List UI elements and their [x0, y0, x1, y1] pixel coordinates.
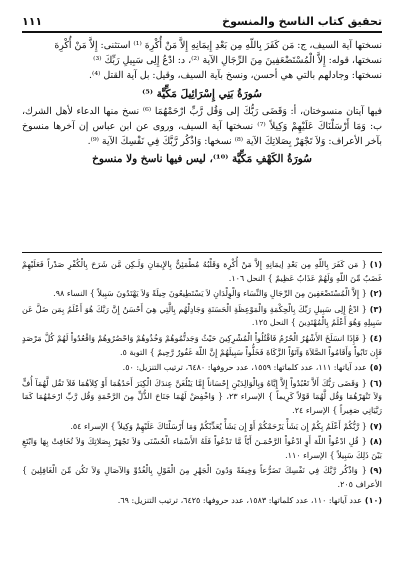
footnote-text: { وَاذْكُر رَّبَّكَ فِي نَفْسِكَ تَضَرُّعاً وَخِيفَةً وَدُونَ الْجَهْرِ مِنَ الْقَوْلِ بِالْغُدُوِّ وَالآصَالِ وَلاَ تَكُن مِّنَ الْغَافِلِينَ } الأعراف ٢٠٥.	[22, 466, 382, 489]
footnote-number: (٩)	[369, 466, 382, 476]
header-title: تحقيق كتاب الناسخ والمنسوخ	[222, 14, 382, 28]
footnote-number: (١)	[369, 260, 382, 269]
footnote-number: (٣)	[369, 304, 382, 314]
footnote-text: { وَقَضَى رَبُّكَ أَلاَّ تَعْبُدُواْ إِلاَّ إِيَّاهُ وَبِالْوَالِدَيْنِ إِحْسَاناً إِمَّا يَبْلُغَنَّ عِندَكَ الْكِبَرَ أَحَدُهُمَا أَوْ كِلاَهُمَا فَلاَ تَقُل لَّهُمَآ أُفٍّ وَلاَ تَنْهَرْهُمَا وَقُل لَّهُمَا قَوْلاً كَرِيماً } الإسراء ٢٣، { وَاخْفِضْ لَهُمَا جَنَاحَ الذُّلِّ مِنَ الرَّحْمَةِ وَقُل رَّبِّ ارْحَمْهُمَا كَمَا رَبَّيَانِي صَغِيراً } الإسراء ٢٤.	[22, 378, 383, 415]
surah-heading-isra: سُورَةُ بَنِي إِسْرَائِيلَ مَكِّيَّة ⁽⁵⁾	[142, 87, 262, 100]
footnotes	[22, 258, 382, 509]
footnote-8	[22, 435, 382, 462]
footnote-4	[22, 332, 382, 359]
footnote-rule	[22, 252, 382, 253]
surah-heading-kahf: سُورَةُ الكَهْفِ مَكِّيَّة ⁽¹⁰⁾، ليس فيها ناسخ ولا منسوخ	[92, 153, 312, 166]
footnote-number: (٤)	[369, 333, 382, 343]
footnote-5	[22, 361, 382, 375]
footnote-number: (٥)	[369, 363, 382, 373]
paragraph-1: نسختها آية السيف، ج: مَن كَفَرَ بِاللّهِ مِن بَعْدِ إِيمَانِهِ إِلاَّ مَنْ أُكْرِهَ ⁽¹⁾ استثنى: إِلاَّ مَنْ أُكْرِهَ	[54, 40, 382, 51]
footnote-1	[22, 258, 382, 285]
header-rule	[22, 31, 382, 33]
paragraph-3: نسختها: وجادلهم بالتي هي أحسن، ونسخ بآية السيف، وقيل: بل آية القتل ⁽⁴⁾.	[89, 70, 382, 82]
footnote-number: (٢)	[369, 289, 382, 299]
footnote-text: { رَّبُّكُمْ أَعْلَمُ بِكُمْ إِن يَشَأْ يَرْحَمْكُمْ أَوْ إِن يَشَأْ يُعَذِّبْكُمْ وَمَا أَرْسَلْنَاكَ عَلَيْهِمْ وَكِيلاً } الإسراء ٥٤.	[70, 421, 367, 431]
footnote-3	[22, 303, 382, 330]
footnote-text: عدد آياتها: ١١١، عدد كلماتها: ١٥٥٩، عدد حروفها: ٦٤٨٠، ترتيب التنزيل: ٥٠.	[122, 363, 367, 373]
running-header	[22, 12, 382, 30]
footnote-text: عدد آياتها: ١١٠، عدد كلماتها: ١٥٨٣، عدد حروفها: ٦٤٢٥، ترتيب التنزيل: ٦٩.	[117, 495, 362, 505]
page-number: ١١١	[22, 14, 43, 28]
footnote-number: (٨)	[369, 437, 382, 447]
footnote-number: (١٠)	[364, 495, 382, 505]
footnote-text: { إِلاَّ الْمُسْتَضْعَفِينَ مِنَ الرِّجَالِ وَالنِّسَاء وَالْوِلْدَانِ لاَ يَسْتَطِيعُونَ حِيلَةً وَلاَ يَهْتَدُونَ سَبِيلاً } النساء ٩٨.	[53, 289, 367, 299]
footnote-6	[22, 377, 382, 418]
footnote-text: { ادْعُ إِلِى سَبِيلِ رَبِّكَ بِالْحِكْمَةِ وَالْمَوْعِظَةِ الْحَسَنَةِ وَجَادِلْهُم بِالَّتِي هِيَ أَحْسَنُ إِنَّ رَبَّكَ هُوَ أَعْلَمُ بِمَن ضَلَّ عَن سَبِيلِهِ وَهُوَ أَعْلَمُ بِالْمُهْتَدِينَ } النحل ١٢٥.	[22, 304, 382, 328]
footnote-text: { قُلِ ادْعُواْ اللّهَ أَوِ ادْعُواْ الرَّحْمَـنَ أَيّاً مَّا تَدْعُواْ فَلَهُ الأَسْمَاء الْحُسْنَى وَلاَ تَجْهَرْ بِصَلاتِكَ وَلاَ تُخَافِتْ بِهَا وَابْتَغِ بَيْنَ ذَلِكَ سَبِيلاً } الإسراء ١١٠.	[22, 437, 382, 460]
footnote-text: { مَن كَفَرَ بِاللّهِ مِن بَعْدِ إيمَانِهِ إِلاَّ مَنْ أُكْرِهَ وَقَلْبُهُ مُطْمَئِنٌّ بِالإِيمَانِ وَلَـكِن مَّن شَرَحَ بِالْكُفْرِ صَدْراً فَعَلَيْهِمْ غَضَبٌ مِّنَ اللّهِ وَلَهُمْ عَذَابٌ عَظِيمٌ } النحل ١٠٦.	[22, 260, 382, 283]
footnote-number: (٦)	[369, 378, 382, 388]
footnote-10	[22, 494, 382, 508]
footnote-number: (٧)	[369, 421, 382, 431]
footnote-2	[22, 287, 382, 301]
footnote-9	[22, 464, 382, 491]
paragraph-2: نسختها، قوله: إِلاَّ الْمُسْتَضْعَفِينَ مِنَ الرِّجَالِ الآية ⁽²⁾، د: ادْعُ إِلِى سَبِيلِ رَبِّكَ ⁽³⁾	[93, 55, 382, 67]
footnote-text: { فَإِذَا انسَلَخَ الأَشْهُرُ الْحُرُمُ فَاقْتُلُواْ الْمُشْرِكِينَ حَيْثُ وَجَدتُّمُوهُمْ وَخُذُوهُمْ وَاحْصُرُوهُمْ وَاقْعُدُواْ لَهُمْ كُلَّ مَرْصَدٍ فَإِن تَابُواْ وَأَقَامُواْ الصَّلاَةَ وَآتَوُاْ الزَّكَاةَ فَخَلُّواْ سَبِيلَهُمْ إِنَّ اللّهَ غَفُورٌ رَّحِيمٌ } التوبة ٥.	[22, 333, 382, 357]
footnote-7	[22, 420, 382, 434]
paragraph-4: فيها آيتان منسوختان، أ: وَقَضَى رَبُّكَ إلى وَقُل رَّبِّ ارْحَمْهُمَا ⁽⁶⁾ نسخ منها الدعاء لأهل الشرك، ب: وَمَا أَرْسَلْنَاكَ عَلَيْهِمْ وَكِيلاً ⁽⁷⁾ نسختها آية السيف، وروى عن ابن عباس إن آخرها منسوخ بآخر الأعراف: وَلاَ تَجْهَرْ بِصَلاتِكَ الآية ⁽⁸⁾ نسخها: وَاذْكُر رَّبَّكَ فِي نَفْسِكَ الآية ⁽⁹⁾.	[22, 105, 383, 148]
main-text	[22, 38, 382, 169]
